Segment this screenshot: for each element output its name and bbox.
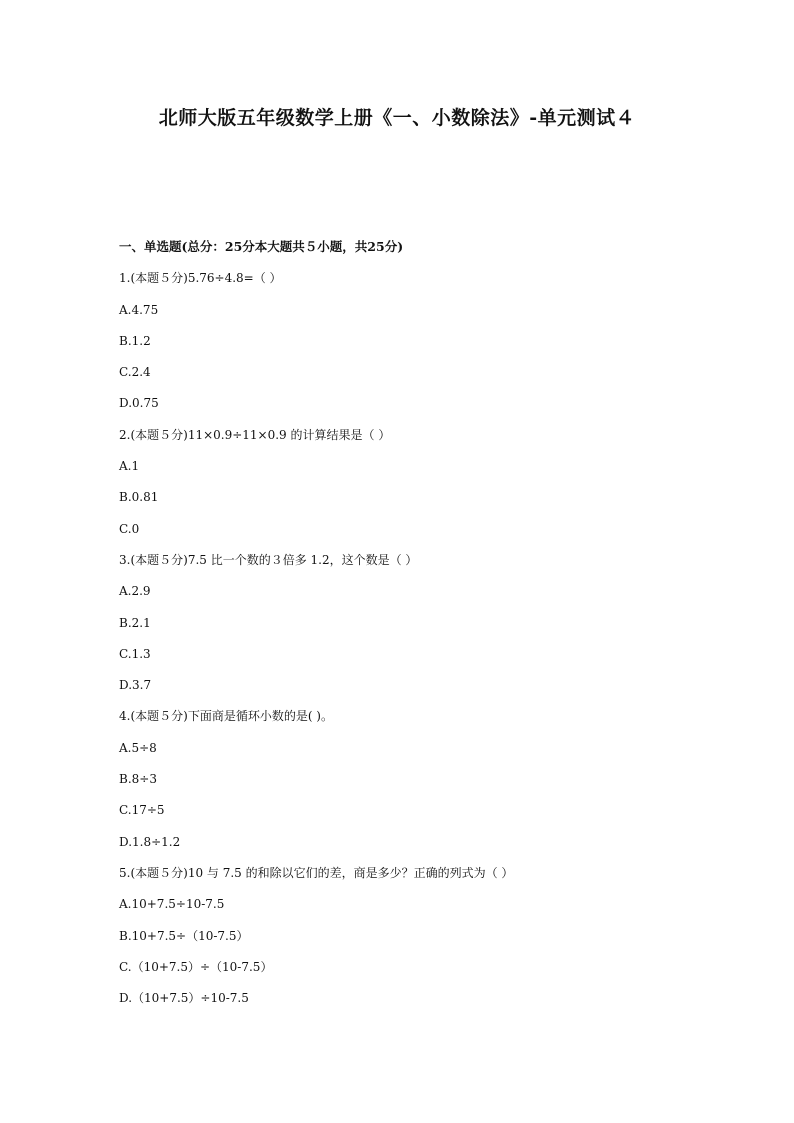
question-stem: 2.(本题５分)11×0.9÷11×0.9 的计算结果是（ ） [119,427,391,442]
question-option: C.2.4 [119,365,151,380]
question-option: D.0.75 [119,396,159,411]
question-option: B.10+7.5÷（10-7.5） [119,928,249,943]
question-stem: 1.(本题５分)5.76÷4.8=（ ） [119,271,282,286]
question-option: D.3.7 [119,678,152,693]
question-option: A.4.75 [119,302,159,317]
question-option: B.8÷3 [119,772,157,787]
question-option: B.2.1 [119,615,151,630]
question-option: C.17÷5 [119,803,165,818]
question-option: D.（10+7.5）÷10-7.5 [119,991,249,1006]
question-option: C.1.3 [119,646,151,661]
question-option: C.（10+7.5）÷（10-7.5） [119,959,273,974]
question-option: B.1.2 [119,333,151,348]
question-option: D.1.8÷1.2 [119,834,181,849]
question-stem: 5.(本题５分)10 与 7.5 的和除以它们的差，商是多少？正确的列式为（ ） [119,865,514,880]
question-stem: 4.(本题５分)下面商是循环小数的是( )。 [119,709,333,724]
question-option: A.2.9 [119,584,151,599]
section-heading: 一、单选题(总分：25分本大题共５小题，共25分) [119,239,404,254]
document-title: 北师大版五年级数学上册《一、小数除法》-单元测试４ [158,107,636,129]
question-option: A.10+7.5÷10-7.5 [119,897,225,912]
question-option: B.0.81 [119,490,159,505]
question-option: A.5÷8 [119,740,157,755]
question-content [119,234,699,1016]
question-option: A.1 [119,459,140,474]
question-stem: 3.(本题５分)7.5 比一个数的３倍多 1.2，这个数是（ ） [119,552,418,567]
question-option: C.0 [119,521,140,536]
